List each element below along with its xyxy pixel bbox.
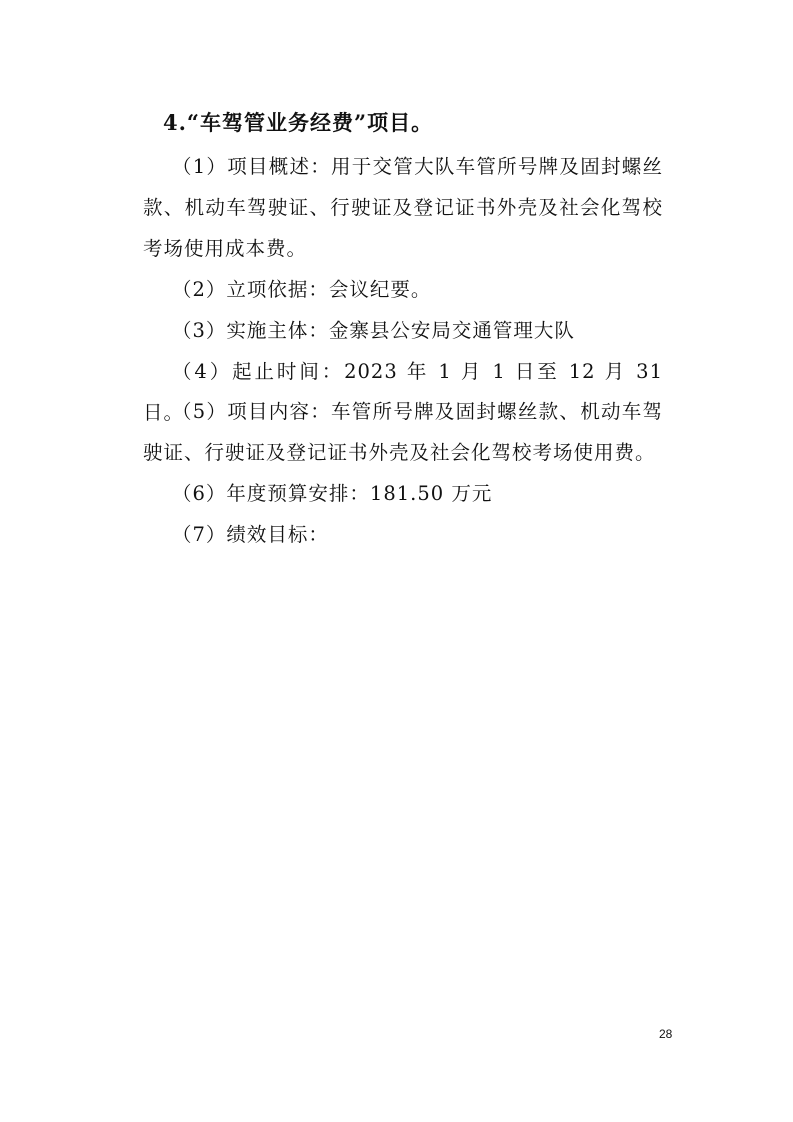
paragraph-project-content: （5）项目内容：车管所号牌及固封螺丝款、机动车驾驶证、行驶证及登记证书外壳及社会化驾校考场使用费。 (143, 400, 663, 464)
paragraph-implementing-body: （3）实施主体：金寨县公安局交通管理大队 (172, 319, 575, 342)
page-number: 28 (659, 1027, 673, 1041)
paragraph-project-overview: （1）项目概述：用于交管大队车管所号牌及固封螺丝款、机动车驾驶证、行驶证及登记证书外壳及社会化驾校考场使用成本费。 (143, 155, 663, 260)
section-heading: 4.“车驾管业务经费”项目。 (163, 110, 434, 135)
paragraph-annual-budget: （6）年度预算安排：181.50 万元 (172, 482, 493, 505)
paragraph-project-basis: （2）立项依据：会议纪要。 (172, 278, 432, 301)
paragraph-performance-goals: （7）绩效目标： (172, 523, 329, 546)
paragraph-time-period: （4）起止时间：2023 年 1 月 1 日至 12 月 31 日。 (143, 360, 663, 424)
